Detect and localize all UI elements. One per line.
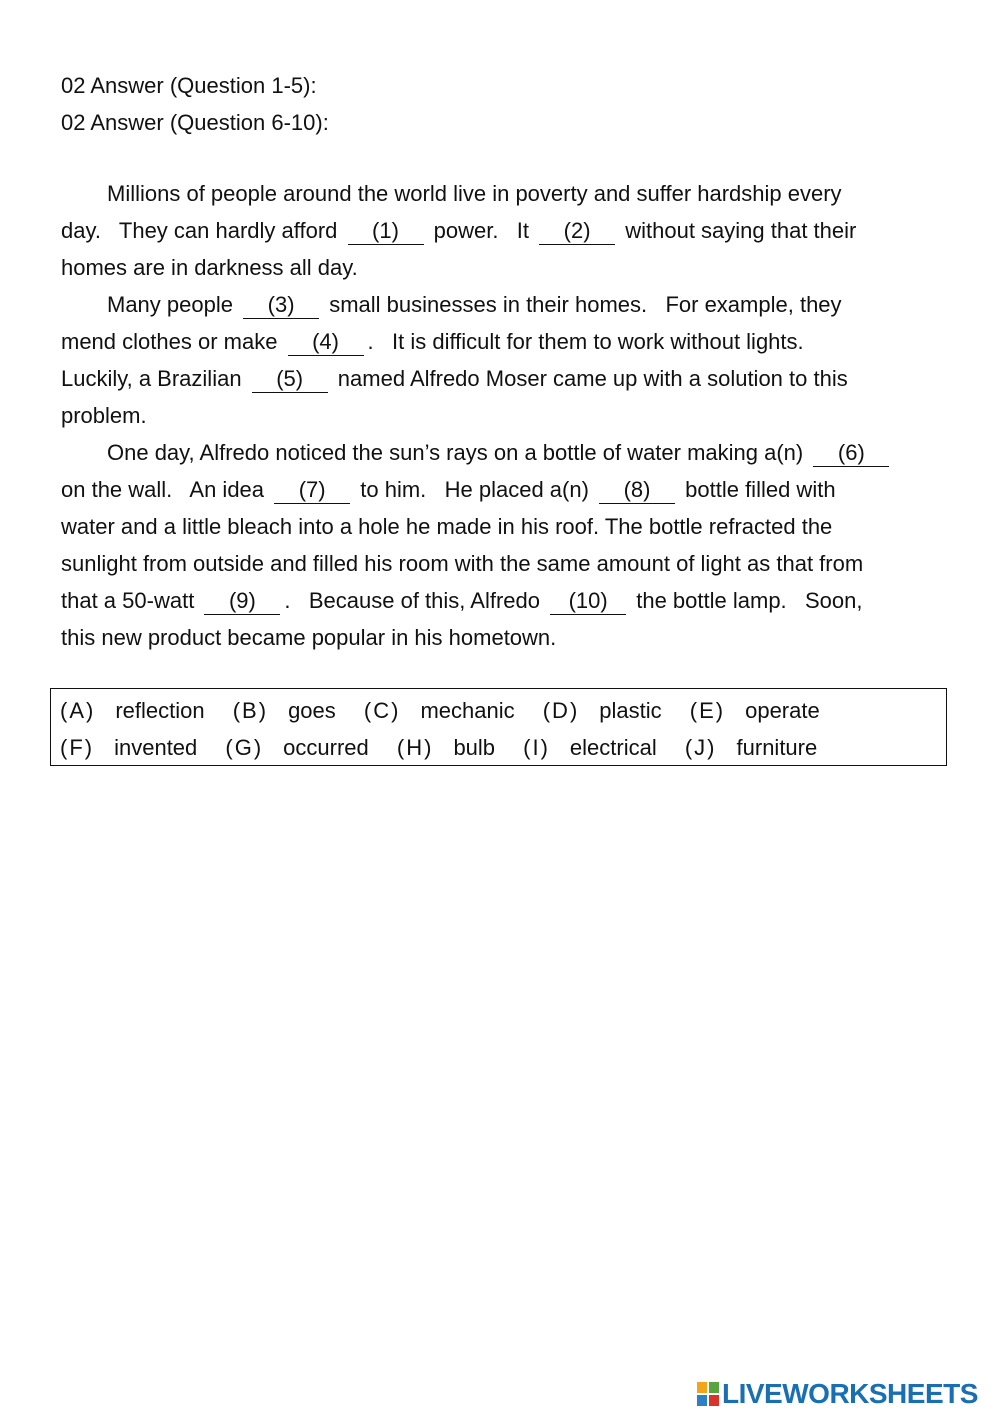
- word-option-f: (F) invented: [60, 735, 198, 760]
- blank-1[interactable]: (1): [348, 218, 424, 245]
- passage-text: small businesses in their homes. For example, they: [323, 292, 842, 317]
- word-option-b: (B) goes: [232, 698, 336, 723]
- passage-line: [61, 212, 941, 249]
- passage-text: on the wall. An idea: [61, 477, 271, 502]
- word-option-e: (E) operate: [689, 698, 820, 723]
- word-option-g: (G) occurred: [225, 735, 369, 760]
- passage-line: [61, 360, 941, 397]
- passage-line: [61, 434, 941, 471]
- passage-text: homes are in darkness all day.: [61, 255, 358, 280]
- blank-10[interactable]: (10): [550, 588, 626, 615]
- passage-text: day. They can hardly afford: [61, 218, 344, 243]
- blank-8[interactable]: (8): [599, 477, 675, 504]
- passage-line: [61, 397, 941, 434]
- passage-line: [61, 619, 941, 656]
- reading-passage: [61, 175, 941, 656]
- passage-text: power. It: [427, 218, 536, 243]
- word-option-i: (I) electrical: [523, 735, 657, 760]
- passage-line: [61, 582, 941, 619]
- passage-line: [61, 286, 941, 323]
- passage-text: Millions of people around the world live in poverty and suffer hardship every: [107, 181, 842, 206]
- passage-text: without saying that their: [619, 218, 857, 243]
- passage-text: this new product became popular in his hometown.: [61, 625, 557, 650]
- passage-line: [61, 471, 941, 508]
- answer-line-6-10: 02 Answer (Question 6-10):: [61, 110, 329, 135]
- word-option-a: (A) reflection: [60, 698, 205, 723]
- passage-text: Luckily, a Brazilian: [61, 366, 248, 391]
- word-option-j: (J) furniture: [684, 735, 818, 760]
- passage-text: named Alfredo Moser came up with a solution to this: [331, 366, 848, 391]
- passage-text: Many people: [107, 292, 240, 317]
- logo-icon: [697, 1382, 719, 1406]
- word-bank-box: [50, 688, 947, 766]
- blank-4[interactable]: (4): [288, 329, 364, 356]
- word-option-d: (D) plastic: [542, 698, 662, 723]
- passage-text: mend clothes or make: [61, 329, 284, 354]
- blank-3[interactable]: (3): [243, 292, 319, 319]
- passage-text: that a 50-watt: [61, 588, 201, 613]
- passage-text: the bottle lamp. Soon,: [630, 588, 863, 613]
- blank-9[interactable]: (9): [204, 588, 280, 615]
- passage-line: [61, 249, 941, 286]
- passage-text: One day, Alfredo noticed the sun’s rays on a bottle of water making a(n): [107, 440, 810, 465]
- passage-line: [61, 545, 941, 582]
- logo-text: LIVEWORKSHEETS: [722, 1378, 978, 1409]
- blank-2[interactable]: (2): [539, 218, 615, 245]
- word-bank-row-2: [51, 729, 946, 766]
- passage-text: problem.: [61, 403, 147, 428]
- word-option-c: (C) mechanic: [363, 698, 515, 723]
- blank-7[interactable]: (7): [274, 477, 350, 504]
- word-option-h: (H) bulb: [396, 735, 496, 760]
- blank-6[interactable]: (6): [813, 440, 889, 467]
- passage-line: [61, 508, 941, 545]
- answer-section: [61, 67, 329, 141]
- passage-text: . Because of this, Alfredo: [284, 588, 547, 613]
- passage-text: water and a little bleach into a hole he made in his roof. The bottle refracted the: [61, 514, 833, 539]
- blank-5[interactable]: (5): [252, 366, 328, 393]
- passage-line: [61, 323, 941, 360]
- answer-line-1-5: 02 Answer (Question 1-5):: [61, 73, 317, 98]
- liveworksheets-logo: [697, 1376, 978, 1412]
- word-bank-row-1: [51, 692, 946, 729]
- passage-text: bottle filled with: [679, 477, 836, 502]
- passage-text: . It is difficult for them to work without lights.: [367, 329, 804, 354]
- passage-text: to him. He placed a(n): [354, 477, 596, 502]
- passage-text: sunlight from outside and filled his room with the same amount of light as that from: [61, 551, 864, 576]
- passage-line: [61, 175, 941, 212]
